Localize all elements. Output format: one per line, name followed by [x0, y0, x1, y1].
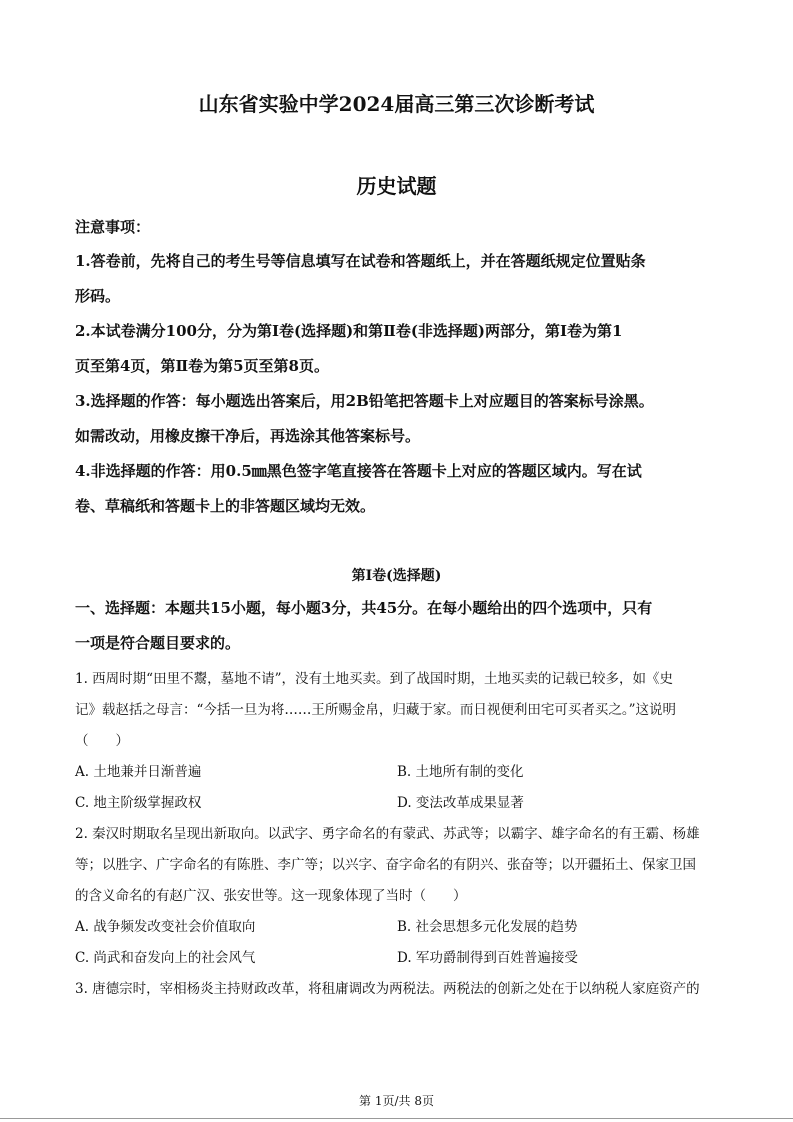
- q2-option-b[interactable]: B. 社会思想多元化发展的趋势: [397, 919, 578, 935]
- q2-option-d[interactable]: D. 军功爵制得到百姓普遍接受: [397, 950, 578, 966]
- note-line: 3.选择题的作答：每小题选出答案后，用2B铅笔把答题卡上对应题目的答案标号涂黑。: [75, 392, 654, 410]
- question-1-line: 记》载赵括之母言：“今括一旦为将……王所赐金帛，归藏于家。而日视便利田宅可买者买之。”这说明: [75, 702, 677, 718]
- question-2-line: 的含义命名的有赵广汉、张安世等。这一现象体现了当时（ ）: [75, 888, 467, 904]
- note-line: 形码。: [75, 287, 121, 305]
- q1-option-a[interactable]: A. 土地兼并日渐普遍: [75, 764, 202, 780]
- section-heading: 第Ⅰ卷(选择题): [351, 568, 442, 584]
- note-line: 4.非选择题的作答：用0.5㎜黑色签字笔直接答在答题卡上对应的答题区域内。写在试: [75, 462, 642, 480]
- q1-option-c[interactable]: C. 地主阶级掌握政权: [75, 795, 202, 811]
- part-instruction: 一项是符合题目要求的。: [75, 634, 241, 652]
- exam-title: 山东省实验中学2024届高三第三次诊断考试: [198, 92, 595, 116]
- question-3-line: 3. 唐德宗时，宰相杨炎主持财政改革，将租庸调改为两税法。两税法的创新之处在于以纳税人家庭资产的: [75, 981, 700, 997]
- question-2-line: 2. 秦汉时期取名呈现出新取向。以武字、勇字命名的有蒙武、苏武等；以霸字、雄字命名的有王霸、杨雄: [75, 826, 700, 842]
- note-line: 2.本试卷满分100分，分为第Ⅰ卷(选择题)和第Ⅱ卷(非选择题)两部分，第Ⅰ卷为第1: [75, 322, 623, 340]
- exam-subtitle: 历史试题: [356, 174, 437, 198]
- notes-heading: 注意事项：: [75, 218, 151, 236]
- bottom-rule: [0, 1118, 793, 1119]
- page-footer: 第 1页/共 8页: [359, 1094, 434, 1108]
- note-line: 页至第4页，第Ⅱ卷为第5页至第8页。: [75, 357, 329, 375]
- q1-option-d[interactable]: D. 变法改革成果显著: [397, 795, 524, 811]
- part-instruction: 一、选择题：本题共15小题，每小题3分，共45分。在每小题给出的四个选项中，只有: [75, 599, 653, 617]
- note-line: 如需改动，用橡皮擦干净后，再选涂其他答案标号。: [75, 427, 421, 445]
- question-1-line: （ ）: [75, 733, 129, 749]
- q2-option-c[interactable]: C. 尚武和奋发向上的社会风气: [75, 950, 256, 966]
- question-1-line: 1. 西周时期“田里不鬻，墓地不请”，没有土地买卖。到了战国时期，土地买卖的记载已较多，如《史: [75, 671, 673, 687]
- note-line: 卷、草稿纸和答题卡上的非答题区域均无效。: [75, 497, 376, 515]
- q2-option-a[interactable]: A. 战争频发改变社会价值取向: [75, 919, 256, 935]
- q1-option-b[interactable]: B. 土地所有制的变化: [397, 764, 524, 780]
- question-2-line: 等；以胜字、广字命名的有陈胜、李广等；以兴字、奋字命名的有阴兴、张奋等；以开疆拓土、保家卫国: [75, 857, 696, 873]
- note-line: 1.答卷前，先将自己的考生号等信息填写在试卷和答题纸上，并在答题纸规定位置贴条: [75, 252, 646, 270]
